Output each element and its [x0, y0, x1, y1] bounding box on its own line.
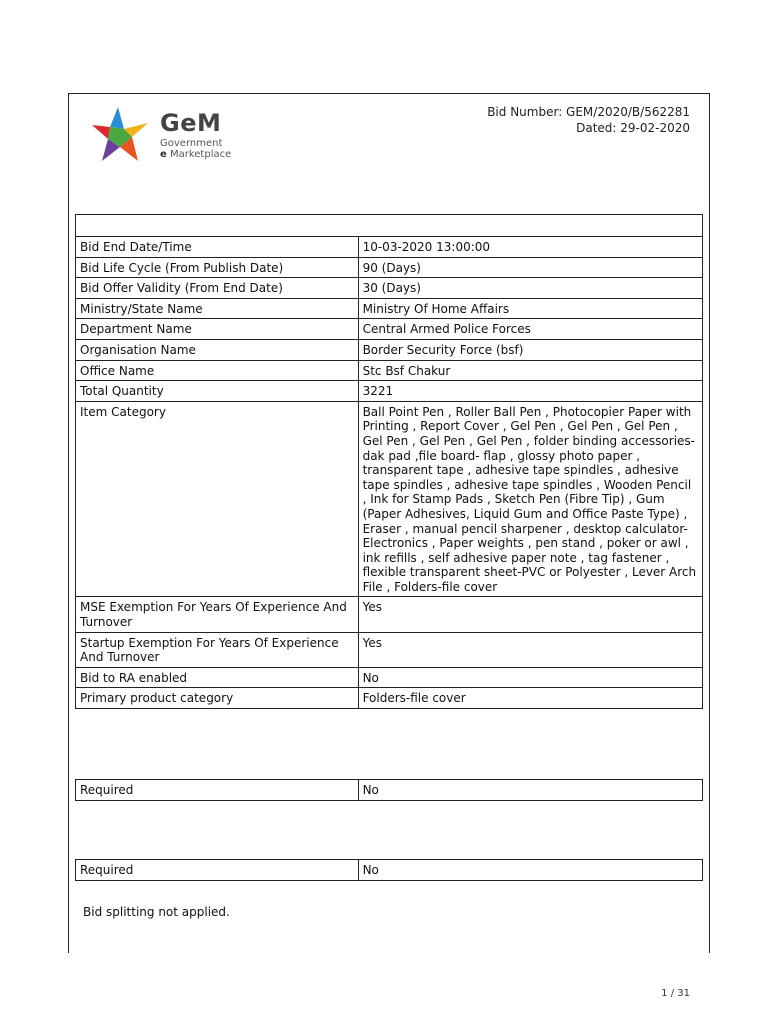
- bid-splitting-note: Bid splitting not applied.: [83, 905, 230, 919]
- table-row: [76, 401, 703, 597]
- row-label: Organisation Name: [76, 339, 359, 360]
- epbg-table: [75, 859, 703, 881]
- row-label: Startup Exemption For Years Of Experience And Turnover: [76, 632, 359, 667]
- row-value: Yes: [358, 597, 702, 632]
- table-row: [76, 278, 703, 299]
- row-value: No: [358, 860, 702, 881]
- row-label: Department Name: [76, 319, 359, 340]
- table-row: [76, 667, 703, 688]
- table-row: [76, 381, 703, 402]
- row-label: Total Quantity: [76, 381, 359, 402]
- row-value: Yes: [358, 632, 702, 667]
- bid-number: Bid Number: GEM/2020/B/562281: [487, 105, 690, 119]
- table-header-cell: [76, 215, 703, 237]
- row-value: 10-03-2020 13:00:00: [358, 237, 702, 258]
- row-label: Primary product category: [76, 688, 359, 709]
- table-row: [76, 319, 703, 340]
- row-label: Office Name: [76, 360, 359, 381]
- row-label: Required: [76, 860, 359, 881]
- bid-details-table: [75, 214, 703, 709]
- row-value: No: [358, 667, 702, 688]
- logo-wordmark: [160, 110, 231, 160]
- table-row: [76, 339, 703, 360]
- row-value: Ministry Of Home Affairs: [358, 298, 702, 319]
- logo-line-marketplace: e Marketplace: [160, 149, 232, 160]
- row-value: 3221: [358, 381, 702, 402]
- emd-table: [75, 779, 703, 801]
- row-value: Stc Bsf Chakur: [358, 360, 702, 381]
- table-row: [76, 860, 703, 881]
- row-label: Item Category: [76, 401, 359, 597]
- row-value-item-category: Ball Point Pen , Roller Ball Pen , Photocopier Paper with Printing , Report Cover , Gel Pen , Gel Pen , Gel Pen , Gel Pen , Gel Pen , Gel Pen , folder binding accessories- dak pad ,file board- flap , glossy photo paper , transparent tape , adhesive tape spindles , adhesive tape spindles , adhesive tape spindles , Wooden Pencil , Ink for Stamp Pads , Sketch Pen (Fibre Tip) , Gum (Paper Adhesives, Liquid Gum and Office Paste Type) , Eraser , manual pencil sharpener , desktop calculator-Electronics , Paper weights , pen stand , poker or awl , ink refills , self adhesive paper note , tag fastener , flexible transparent sheet-PVC or Polyester , Lever Arch File , Folders-file cover: [358, 401, 702, 597]
- page-number: 1 / 31: [661, 988, 690, 999]
- table-row: [76, 237, 703, 258]
- row-label: Bid End Date/Time: [76, 237, 359, 258]
- table-header-row: [76, 215, 703, 237]
- row-label: Ministry/State Name: [76, 298, 359, 319]
- logo-line-government: Government: [160, 138, 223, 149]
- row-label: Bid Life Cycle (From Publish Date): [76, 257, 359, 278]
- logo-brand: GeM: [160, 109, 222, 137]
- row-label: Required: [76, 780, 359, 801]
- table-row: [76, 780, 703, 801]
- row-label: Bid Offer Validity (From End Date): [76, 278, 359, 299]
- table-row: [76, 688, 703, 709]
- table-row: [76, 298, 703, 319]
- row-label: Bid to RA enabled: [76, 667, 359, 688]
- table-row: [76, 597, 703, 632]
- row-label: MSE Exemption For Years Of Experience And Turnover: [76, 597, 359, 632]
- row-value: Border Security Force (bsf): [358, 339, 702, 360]
- row-value: 30 (Days): [358, 278, 702, 299]
- bid-date: Dated: 29-02-2020: [576, 121, 690, 135]
- row-value: No: [358, 780, 702, 801]
- bid-info: [487, 104, 690, 136]
- table-row: [76, 360, 703, 381]
- row-value: 90 (Days): [358, 257, 702, 278]
- table-row: [76, 632, 703, 667]
- row-value: Folders-file cover: [358, 688, 702, 709]
- row-value: Central Armed Police Forces: [358, 319, 702, 340]
- table-row: [76, 257, 703, 278]
